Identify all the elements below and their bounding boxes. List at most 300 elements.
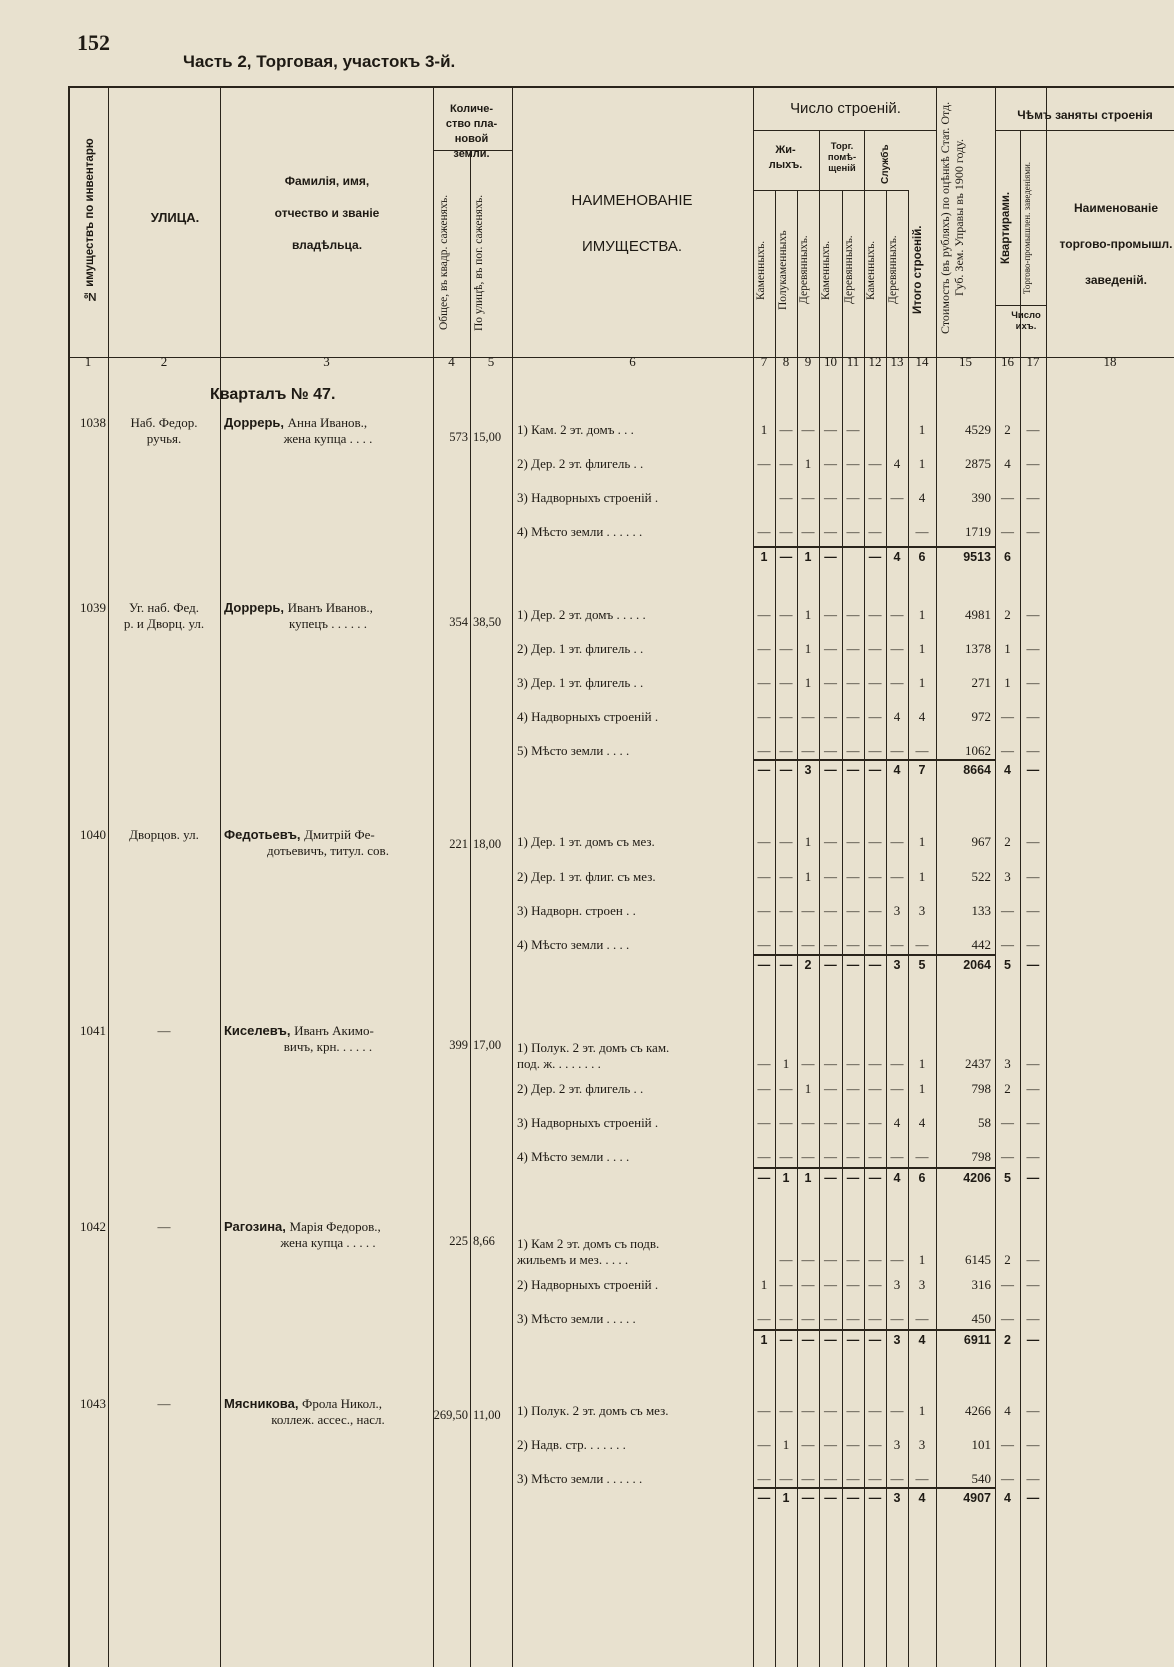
item-value: 4 (918, 490, 926, 505)
item-value: 1 (804, 456, 812, 471)
item-value: 450 (971, 1311, 991, 1326)
header-total-buildings: Итого строеній. (912, 225, 924, 315)
street-name (108, 1219, 220, 1235)
item-value: 4529 (965, 422, 991, 437)
subtotal-value: — (824, 1333, 837, 1347)
item-value: — (868, 1149, 882, 1164)
subtotal-value: — (824, 763, 837, 777)
item-value: — (779, 1403, 793, 1418)
item-value: — (757, 1115, 771, 1130)
item-value: 3 (918, 903, 926, 918)
subtotal-value: 4 (1004, 763, 1011, 777)
owner-surname: Доррерь, (224, 415, 288, 430)
item-value: 1 (804, 641, 812, 656)
header-sub-rule (753, 190, 908, 191)
subtotal-value: 6 (918, 1171, 926, 1185)
property-item-line: 3) Надворныхъ строеній . (517, 1115, 659, 1130)
subtotal-rule (753, 759, 996, 761)
item-value: 1 (760, 1277, 768, 1292)
property-item (517, 1236, 753, 1268)
header-living-line: Жи- (775, 144, 796, 156)
property-item (517, 1149, 753, 1165)
item-value: — (1026, 1437, 1040, 1452)
street-frontage: 18,00 (473, 837, 502, 851)
item-value: — (846, 1081, 860, 1096)
item-value: — (757, 1437, 771, 1452)
property-item-line: 1) Кам. 2 эт. домъ . . . (517, 422, 634, 437)
item-value: — (1001, 524, 1014, 539)
item-value: — (1026, 1149, 1040, 1164)
item-value: — (779, 641, 793, 656)
subtotal-value: 2 (804, 958, 812, 972)
subtotal-value: 4 (893, 1171, 901, 1185)
item-value: — (779, 1149, 793, 1164)
item-value: 1 (918, 1252, 926, 1267)
item-value: — (824, 456, 837, 471)
item-value: — (801, 1403, 815, 1418)
item-value: — (779, 869, 793, 884)
property-item (517, 1081, 753, 1097)
item-value: — (801, 1471, 815, 1486)
property-item (517, 1437, 753, 1453)
subtotal-value: 4 (918, 1333, 926, 1347)
column-number: 6 (629, 354, 636, 369)
column-number: 1 (84, 354, 92, 369)
subtotal-value: — (779, 1333, 793, 1347)
owner (224, 600, 432, 632)
owner-given-name: Анна Иванов., (287, 415, 368, 430)
item-value: — (757, 903, 771, 918)
item-value: 3 (1004, 869, 1011, 884)
street-line: — (157, 1396, 171, 1411)
property-item (517, 709, 753, 725)
property-item-line: 2) Надворныхъ строеній . (517, 1277, 659, 1292)
item-value: — (1026, 1471, 1040, 1486)
header-establishment-name (1058, 190, 1174, 298)
item-value: — (890, 675, 904, 690)
item-value: — (1026, 1115, 1040, 1130)
property-item (517, 1277, 753, 1293)
owner-title: жена купца . . . . . (280, 1235, 376, 1250)
owner-line (224, 415, 432, 431)
header-establishment-line: заведеній. (1085, 273, 1147, 287)
property-item (517, 903, 753, 919)
property-item (517, 1311, 753, 1327)
item-value: — (846, 834, 860, 849)
item-value: 1 (918, 1081, 926, 1096)
property-item (517, 422, 753, 438)
item-value: 1 (804, 675, 812, 690)
header-trade-wooden: Деревянныхъ. (843, 235, 855, 305)
item-value: — (824, 743, 837, 758)
item-value: — (846, 709, 860, 724)
item-value: — (824, 1311, 837, 1326)
item-value: — (1001, 1115, 1014, 1130)
inventory-number: 1038 (80, 415, 106, 430)
item-value: — (868, 834, 882, 849)
item-value: — (1026, 607, 1040, 622)
item-value: — (915, 1149, 929, 1164)
item-value: — (868, 1311, 882, 1326)
owner (224, 415, 432, 447)
subtotal-value: 4206 (963, 1171, 991, 1185)
header-apartments: Квартирами. (1000, 191, 1012, 264)
header-living-stone: Каменныхъ. (755, 240, 767, 300)
property-item-line: 3) Дер. 1 эт. флигель . . (517, 675, 644, 690)
item-value: — (824, 1081, 837, 1096)
item-value: — (868, 1081, 882, 1096)
header-owner-line: Фамилія, имя, (284, 174, 370, 188)
property-item (517, 743, 753, 759)
owner-surname: Киселевъ, (224, 1023, 295, 1038)
item-value: 1 (804, 607, 812, 622)
property-item (517, 869, 753, 885)
header-count-line: Число (1011, 310, 1041, 321)
item-value: 1 (918, 1403, 926, 1418)
item-value: 4 (918, 1115, 926, 1130)
subtotal-value: — (1026, 1491, 1040, 1505)
item-value: 4 (1004, 456, 1011, 471)
subtotal-value: 3 (893, 958, 901, 972)
item-value: — (1001, 937, 1014, 952)
item-value: — (868, 641, 882, 656)
quarter-title: Кварталъ № 47. (210, 386, 336, 403)
property-item-line: жильемъ и мез. . . . . (517, 1252, 629, 1267)
street-name (108, 827, 220, 843)
header-owner (222, 165, 432, 261)
item-value: 4 (1004, 1403, 1011, 1418)
header-occupied-by: Чѣмъ заняты строенія (1017, 108, 1153, 122)
item-value: — (757, 1149, 771, 1164)
item-value: — (1026, 903, 1040, 918)
item-value: — (890, 1081, 904, 1096)
subtotal-value: — (1026, 958, 1040, 972)
item-value: — (757, 869, 771, 884)
column-number: 11 (846, 354, 860, 369)
item-value: — (915, 937, 929, 952)
item-value: — (757, 675, 771, 690)
item-value: — (824, 937, 837, 952)
table-left-rule (68, 86, 70, 1667)
subtotal-value: — (868, 1491, 882, 1505)
item-value: — (1001, 1149, 1014, 1164)
item-value: 58 (978, 1115, 991, 1130)
column-number: 15 (959, 354, 972, 369)
header-trade-establishments: Торгово-промышлен. заведеніями. (1022, 161, 1032, 294)
item-value: 1 (918, 456, 926, 471)
street-line: Наб. Федор. (130, 415, 198, 430)
owner (224, 1396, 432, 1428)
item-value: — (824, 641, 837, 656)
subtotal-value: — (868, 1333, 882, 1347)
item-value: — (801, 1437, 815, 1452)
header-trade-stone: Каменныхъ. (820, 240, 832, 300)
subtotal-rule (753, 954, 996, 956)
item-value: 1378 (965, 641, 991, 656)
item-value: — (868, 1403, 882, 1418)
subtotal-value: — (1026, 763, 1040, 777)
header-street-frontage: По улицѣ, въ пог. саженяхъ. (473, 194, 485, 331)
property-item (517, 456, 753, 472)
property-item-line: 2) Дер. 1 эт. флигель . . (517, 641, 644, 656)
item-value: — (1001, 1277, 1014, 1292)
column-rule (470, 150, 471, 1667)
property-item (517, 1471, 753, 1487)
property-item (517, 1115, 753, 1131)
subtotal-value: — (1026, 1333, 1040, 1347)
header-living-wooden: Деревянныхъ. (798, 235, 810, 305)
subtotal-rule (753, 1167, 996, 1169)
item-value: — (890, 869, 904, 884)
owner-surname: Доррерь, (224, 600, 288, 615)
item-value: — (846, 743, 860, 758)
item-value: 798 (971, 1081, 991, 1096)
item-value: — (801, 422, 815, 437)
item-value: — (824, 834, 837, 849)
column-rule (220, 86, 221, 1667)
item-value: — (757, 743, 771, 758)
item-value: — (824, 607, 837, 622)
owner-surname: Мясникова, (224, 1396, 303, 1411)
property-item (517, 1040, 753, 1072)
item-value: 6145 (965, 1252, 991, 1267)
item-value: 2875 (965, 456, 991, 471)
owner-given-name: Иванъ Иванов., (287, 600, 373, 615)
item-value: — (868, 1252, 882, 1267)
item-value: — (846, 1149, 860, 1164)
item-value: — (801, 1056, 815, 1071)
item-value: — (801, 1252, 815, 1267)
item-value: 133 (971, 903, 991, 918)
column-number: 12 (868, 354, 882, 369)
owner-title: жена купца . . . . (283, 431, 373, 446)
item-value: 2 (1004, 422, 1011, 437)
item-value: — (824, 869, 837, 884)
item-value: — (1026, 1403, 1040, 1418)
item-value: — (890, 1056, 904, 1071)
header-service: Службъ (880, 144, 891, 184)
header-trade (818, 141, 866, 174)
property-item-line: 2) Дер. 1 эт. флиг. съ мез. (517, 869, 656, 884)
item-value: — (868, 903, 882, 918)
column-number: 13 (890, 354, 904, 369)
item-value: — (890, 937, 904, 952)
header-service-stone: Каменныхъ. (865, 240, 877, 300)
subtotal-value: — (846, 1171, 860, 1185)
header-trade-line: щеній (828, 163, 856, 174)
item-value: — (868, 709, 882, 724)
item-value: 2 (1004, 1252, 1011, 1267)
column-number: 7 (760, 354, 768, 369)
item-value: — (801, 937, 815, 952)
item-value: — (757, 607, 771, 622)
item-value: — (757, 641, 771, 656)
property-item-line: 4) Мѣсто земли . . . . (517, 1149, 630, 1164)
street-line: — (157, 1219, 171, 1234)
item-value: — (801, 1277, 815, 1292)
item-value: — (801, 903, 815, 918)
item-value: — (801, 1115, 815, 1130)
item-value: — (868, 675, 882, 690)
street-frontage: 8,66 (473, 1234, 495, 1248)
column-number: 18 (1103, 354, 1117, 369)
item-value: — (1026, 1252, 1040, 1267)
header-count-line: ихъ. (1015, 321, 1037, 332)
item-value: — (1026, 641, 1040, 656)
owner-line (224, 1396, 432, 1412)
street-line: — (157, 1023, 171, 1038)
column-number: 17 (1026, 354, 1040, 369)
item-value: — (824, 709, 837, 724)
street-line: Уг. наб. Фед. (128, 600, 199, 615)
subtotal-value: — (801, 1333, 815, 1347)
item-value: — (824, 1437, 837, 1452)
item-value: — (890, 743, 904, 758)
subtotal-value: — (846, 1333, 860, 1347)
item-value: — (890, 1403, 904, 1418)
item-value: — (779, 1311, 793, 1326)
subtotal-value: 4 (1004, 1491, 1011, 1505)
item-value: — (846, 1056, 860, 1071)
item-value: — (757, 524, 771, 539)
item-value: — (779, 937, 793, 952)
item-value: 101 (971, 1437, 991, 1452)
item-value: 1 (1004, 641, 1011, 656)
property-item-line: 1) Дер. 1 эт. домъ съ мез. (517, 834, 655, 849)
column-number: 8 (782, 354, 790, 369)
item-value: 2437 (965, 1056, 991, 1071)
item-value: 1062 (965, 743, 991, 758)
item-value: — (824, 1403, 837, 1418)
item-value: 540 (971, 1471, 991, 1486)
subtotal-value: — (868, 958, 882, 972)
item-value: 4 (893, 709, 901, 724)
item-value: — (824, 524, 837, 539)
header-area-total: Общее, въ квадр. саженяхъ. (438, 194, 450, 331)
property-item-line: 3) Надворн. строен . . (517, 903, 636, 918)
owner-given-name: Иванъ Акимо- (294, 1023, 374, 1038)
item-value: — (1026, 490, 1040, 505)
header-sub-rule (753, 130, 936, 131)
item-value: — (1026, 1056, 1040, 1071)
subtotal-value: — (824, 1171, 837, 1185)
header-land-quantity (433, 102, 510, 162)
item-value: — (824, 422, 837, 437)
subtotal-value: — (757, 1491, 771, 1505)
subtotal-value: — (757, 958, 771, 972)
item-value: — (824, 1149, 837, 1164)
item-value: — (779, 456, 793, 471)
property-item-line: 2) Дер. 2 эт. флигель . . (517, 456, 644, 471)
item-value: 1 (804, 1081, 812, 1096)
header-inventory-number: № имуществъ по инвентарю (84, 138, 96, 302)
item-value: — (890, 641, 904, 656)
column-rule (433, 86, 434, 1667)
column-number: 4 (448, 354, 455, 369)
item-value: — (846, 607, 860, 622)
item-value: — (1001, 1437, 1014, 1452)
subtotal-value: 6911 (963, 1333, 991, 1347)
item-value: — (1001, 1471, 1014, 1486)
property-item-line: 3) Мѣсто земли . . . . . (517, 1311, 636, 1326)
item-value: — (779, 524, 793, 539)
item-value: — (846, 869, 860, 884)
item-value: — (757, 1403, 771, 1418)
owner-given-name: Дмитрій Фе- (304, 827, 375, 842)
item-value: — (779, 1115, 793, 1130)
column-number: 16 (1001, 354, 1014, 369)
street-name (108, 600, 220, 632)
header-trade-line: Торг. (830, 141, 854, 152)
property-item (517, 937, 753, 953)
item-value: 1 (918, 869, 926, 884)
item-value: — (1026, 422, 1040, 437)
item-value: — (824, 1252, 837, 1267)
subtotal-value: — (846, 1491, 860, 1505)
item-value: — (779, 675, 793, 690)
column-number: 3 (323, 354, 330, 369)
subtotal-value: 1 (782, 1491, 790, 1505)
item-value: 4981 (965, 607, 991, 622)
subtotal-value: — (868, 1171, 882, 1185)
header-land-line: Количе- (449, 103, 494, 115)
subtotal-value: 3 (893, 1333, 901, 1347)
subtotal-value: 3 (804, 763, 812, 777)
subtotal-value: — (846, 958, 860, 972)
item-value: 3 (1004, 1056, 1011, 1071)
item-value: — (1001, 903, 1014, 918)
street-line: Дворцов. ул. (129, 827, 199, 842)
item-value: — (846, 1311, 860, 1326)
owner-title: коллеж. ассес., насл. (271, 1412, 385, 1427)
subtotal-value: 7 (918, 763, 926, 777)
item-value: — (801, 524, 815, 539)
item-value: — (846, 524, 860, 539)
item-value: 4 (918, 709, 926, 724)
subtotal-value: 5 (918, 958, 926, 972)
header-buildings-count: Число строеній. (790, 100, 901, 117)
column-number: 5 (487, 354, 495, 369)
item-value: — (868, 1277, 882, 1292)
item-value: — (868, 490, 882, 505)
item-value: 4 (893, 456, 901, 471)
subtotal-value: — (824, 958, 837, 972)
header-living-half-stone: Полукаменныхъ (777, 230, 789, 310)
item-value: — (1026, 1311, 1040, 1326)
item-value: — (757, 1056, 771, 1071)
land-area: 354 (449, 615, 468, 629)
item-value: — (1026, 1277, 1040, 1292)
inventory-number: 1042 (80, 1219, 106, 1234)
property-item (517, 524, 753, 540)
subtotal-value: — (846, 763, 860, 777)
item-value: 442 (971, 937, 991, 952)
owner-line (224, 1219, 432, 1235)
item-value: — (846, 1437, 860, 1452)
item-value: — (890, 1149, 904, 1164)
item-value: — (801, 490, 815, 505)
item-value: 3 (918, 1437, 926, 1452)
item-value: — (915, 1471, 929, 1486)
item-value: — (757, 709, 771, 724)
item-value: 2 (1004, 607, 1011, 622)
header-land-line: ство пла- (445, 118, 498, 130)
street-line: р. и Дворц. ул. (123, 616, 205, 631)
item-value: — (868, 456, 882, 471)
subtotal-value: — (868, 763, 882, 777)
subtotal-value: 1 (782, 1171, 790, 1185)
property-item (517, 675, 753, 691)
